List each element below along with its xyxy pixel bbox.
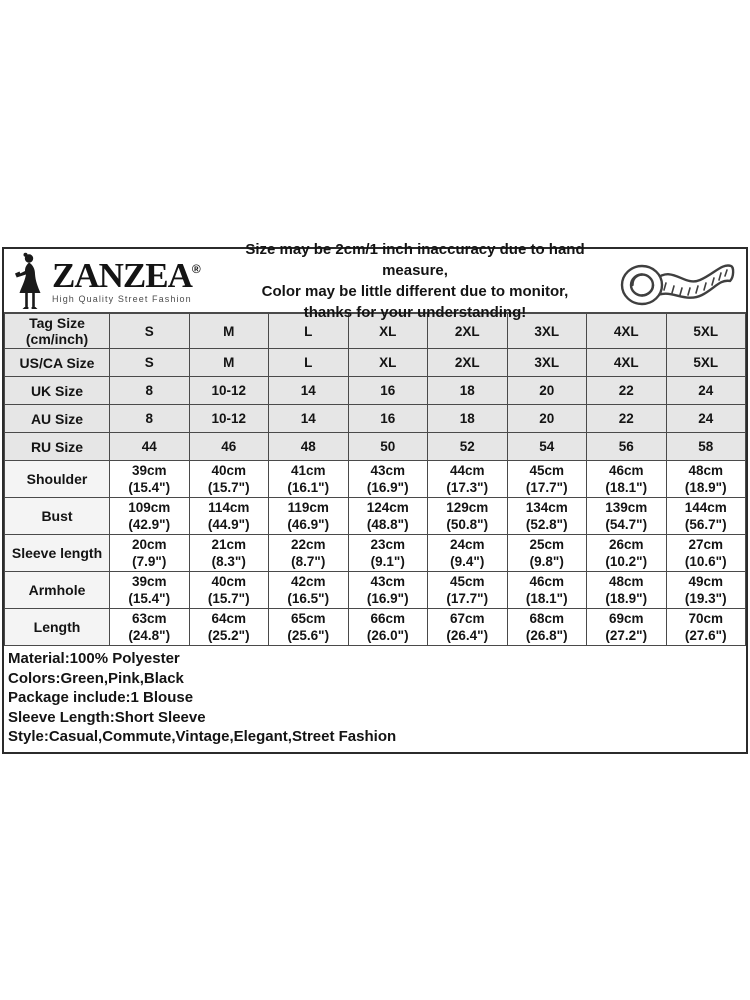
table-row bbox=[5, 461, 746, 498]
notice-text bbox=[216, 239, 614, 323]
table-cell: 44cm (17.3") bbox=[428, 461, 508, 498]
table-cell: 48cm (18.9") bbox=[587, 572, 667, 609]
notice-line: Size may be 2cm/1 inch inaccuracy due to hand measure, bbox=[245, 240, 585, 279]
table-cell: 14 bbox=[269, 405, 349, 433]
table-cell: 22 bbox=[587, 405, 667, 433]
row-label: Shoulder bbox=[5, 461, 110, 498]
registered-mark: ® bbox=[191, 261, 201, 276]
table-row bbox=[5, 498, 746, 535]
table-cell: 26cm (10.2") bbox=[587, 535, 667, 572]
table-cell: 24 bbox=[666, 377, 746, 405]
table-cell: 46cm (18.1") bbox=[587, 461, 667, 498]
table-cell: 129cm (50.8") bbox=[428, 498, 508, 535]
table-cell: XL bbox=[348, 349, 428, 377]
table-cell: 49cm (19.3") bbox=[666, 572, 746, 609]
table-cell: 5XL bbox=[666, 314, 746, 349]
row-label: Armhole bbox=[5, 572, 110, 609]
detail-line: Style:Casual,Commute,Vintage,Elegant,Street Fashion bbox=[8, 728, 397, 745]
table-cell: 52 bbox=[428, 433, 508, 461]
detail-line: Colors:Green,Pink,Black bbox=[8, 669, 184, 687]
table-cell: S bbox=[110, 314, 190, 349]
size-chart-panel bbox=[2, 240, 748, 754]
table-cell: 46cm (18.1") bbox=[507, 572, 587, 609]
table-cell: 22 bbox=[587, 377, 667, 405]
table-cell: 14 bbox=[269, 377, 349, 405]
table-cell: 10-12 bbox=[189, 405, 269, 433]
details bbox=[4, 646, 746, 752]
table-row bbox=[5, 572, 746, 609]
woman-silhouette-icon bbox=[12, 252, 50, 310]
table-cell: 41cm (16.1") bbox=[269, 461, 349, 498]
table-cell: 2XL bbox=[428, 314, 508, 349]
table-row bbox=[5, 377, 746, 405]
table-cell: 65cm (25.6") bbox=[269, 609, 349, 646]
table-cell: 23cm (9.1") bbox=[348, 535, 428, 572]
table-cell: 4XL bbox=[587, 314, 667, 349]
table-cell: 124cm (48.8") bbox=[348, 498, 428, 535]
brand-logo bbox=[4, 252, 216, 310]
table-cell: 39cm (15.4") bbox=[110, 572, 190, 609]
table-cell: L bbox=[269, 349, 349, 377]
table-cell: 45cm (17.7") bbox=[428, 572, 508, 609]
table-cell: 20 bbox=[507, 377, 587, 405]
notice-line: thanks for your understanding! bbox=[303, 303, 527, 321]
table-cell: 43cm (16.9") bbox=[348, 461, 428, 498]
brand-text bbox=[52, 255, 201, 304]
table-cell: 40cm (15.7") bbox=[189, 572, 269, 609]
table-cell: 3XL bbox=[507, 314, 587, 349]
brand-name: ZANZEA® bbox=[52, 255, 201, 295]
table-cell: 8 bbox=[110, 377, 190, 405]
size-table bbox=[4, 313, 746, 646]
brand-tagline: High Quality Street Fashion bbox=[52, 293, 192, 304]
table-cell: 144cm (56.7") bbox=[666, 498, 746, 535]
table-cell: 16 bbox=[348, 405, 428, 433]
table-cell: 24cm (9.4") bbox=[428, 535, 508, 572]
measuring-tape-icon bbox=[618, 253, 736, 309]
table-cell: 43cm (16.9") bbox=[348, 572, 428, 609]
table-row bbox=[5, 535, 746, 572]
row-label: Bust bbox=[5, 498, 110, 535]
table-cell: XL bbox=[348, 314, 428, 349]
row-label: Sleeve length bbox=[5, 535, 110, 572]
table-cell: 46 bbox=[189, 433, 269, 461]
table-cell: 5XL bbox=[666, 349, 746, 377]
row-label: US/CA Size bbox=[5, 349, 110, 377]
table-cell: M bbox=[189, 349, 269, 377]
row-label: AU Size bbox=[5, 405, 110, 433]
table-cell: 21cm (8.3") bbox=[189, 535, 269, 572]
table-cell: 70cm (27.6") bbox=[666, 609, 746, 646]
table-cell: 22cm (8.7") bbox=[269, 535, 349, 572]
table-cell: 8 bbox=[110, 405, 190, 433]
table-cell: 24 bbox=[666, 405, 746, 433]
table-cell: 69cm (27.2") bbox=[587, 609, 667, 646]
table-cell: 139cm (54.7") bbox=[587, 498, 667, 535]
table-cell: 56 bbox=[587, 433, 667, 461]
detail-line: Package include:1 Blouse bbox=[8, 689, 194, 706]
table-cell: 2XL bbox=[428, 349, 508, 377]
table-cell: S bbox=[110, 349, 190, 377]
table-cell: 50 bbox=[348, 433, 428, 461]
table-row bbox=[5, 609, 746, 646]
table-cell: 48cm (18.9") bbox=[666, 461, 746, 498]
table-cell: 58 bbox=[666, 433, 746, 461]
table-cell: 114cm (44.9") bbox=[189, 498, 269, 535]
table-cell: 10-12 bbox=[189, 377, 269, 405]
table-cell: 109cm (42.9") bbox=[110, 498, 190, 535]
table-cell: 119cm (46.9") bbox=[269, 498, 349, 535]
row-label: UK Size bbox=[5, 377, 110, 405]
table-cell: 20cm (7.9") bbox=[110, 535, 190, 572]
table-cell: 134cm (52.8") bbox=[507, 498, 587, 535]
table-cell: 18 bbox=[428, 405, 508, 433]
table-cell: 63cm (24.8") bbox=[110, 609, 190, 646]
header-band bbox=[4, 240, 746, 321]
table-cell: 27cm (10.6") bbox=[666, 535, 746, 572]
table-cell: 25cm (9.8") bbox=[507, 535, 587, 572]
table-cell: 42cm (16.5") bbox=[269, 572, 349, 609]
row-label: Length bbox=[5, 609, 110, 646]
table-cell: 64cm (25.2") bbox=[189, 609, 269, 646]
row-label: Tag Size (cm/inch) bbox=[5, 314, 110, 349]
table-cell: 48 bbox=[269, 433, 349, 461]
table-row bbox=[5, 433, 746, 461]
table-cell: L bbox=[269, 314, 349, 349]
table-cell: 3XL bbox=[507, 349, 587, 377]
table-cell: 18 bbox=[428, 377, 508, 405]
table-cell: M bbox=[189, 314, 269, 349]
detail-line: Material:100% Polyester bbox=[8, 650, 180, 667]
row-label: RU Size bbox=[5, 433, 110, 461]
table-cell: 16 bbox=[348, 377, 428, 405]
detail-line: Sleeve Length:Short Sleeve bbox=[8, 708, 206, 726]
table-cell: 67cm (26.4") bbox=[428, 609, 508, 646]
table-row bbox=[5, 405, 746, 433]
table-cell: 4XL bbox=[587, 349, 667, 377]
size-table-body bbox=[5, 314, 746, 646]
table-cell: 68cm (26.8") bbox=[507, 609, 587, 646]
table-cell: 20 bbox=[507, 405, 587, 433]
table-cell: 44 bbox=[110, 433, 190, 461]
table-cell: 54 bbox=[507, 433, 587, 461]
table-cell: 45cm (17.7") bbox=[507, 461, 587, 498]
table-cell: 39cm (15.4") bbox=[110, 461, 190, 498]
table-cell: 66cm (26.0") bbox=[348, 609, 428, 646]
table-row bbox=[5, 349, 746, 377]
tape-block bbox=[614, 253, 746, 309]
table-cell: 40cm (15.7") bbox=[189, 461, 269, 498]
notice-line: Color may be little different due to monitor, bbox=[261, 282, 569, 300]
